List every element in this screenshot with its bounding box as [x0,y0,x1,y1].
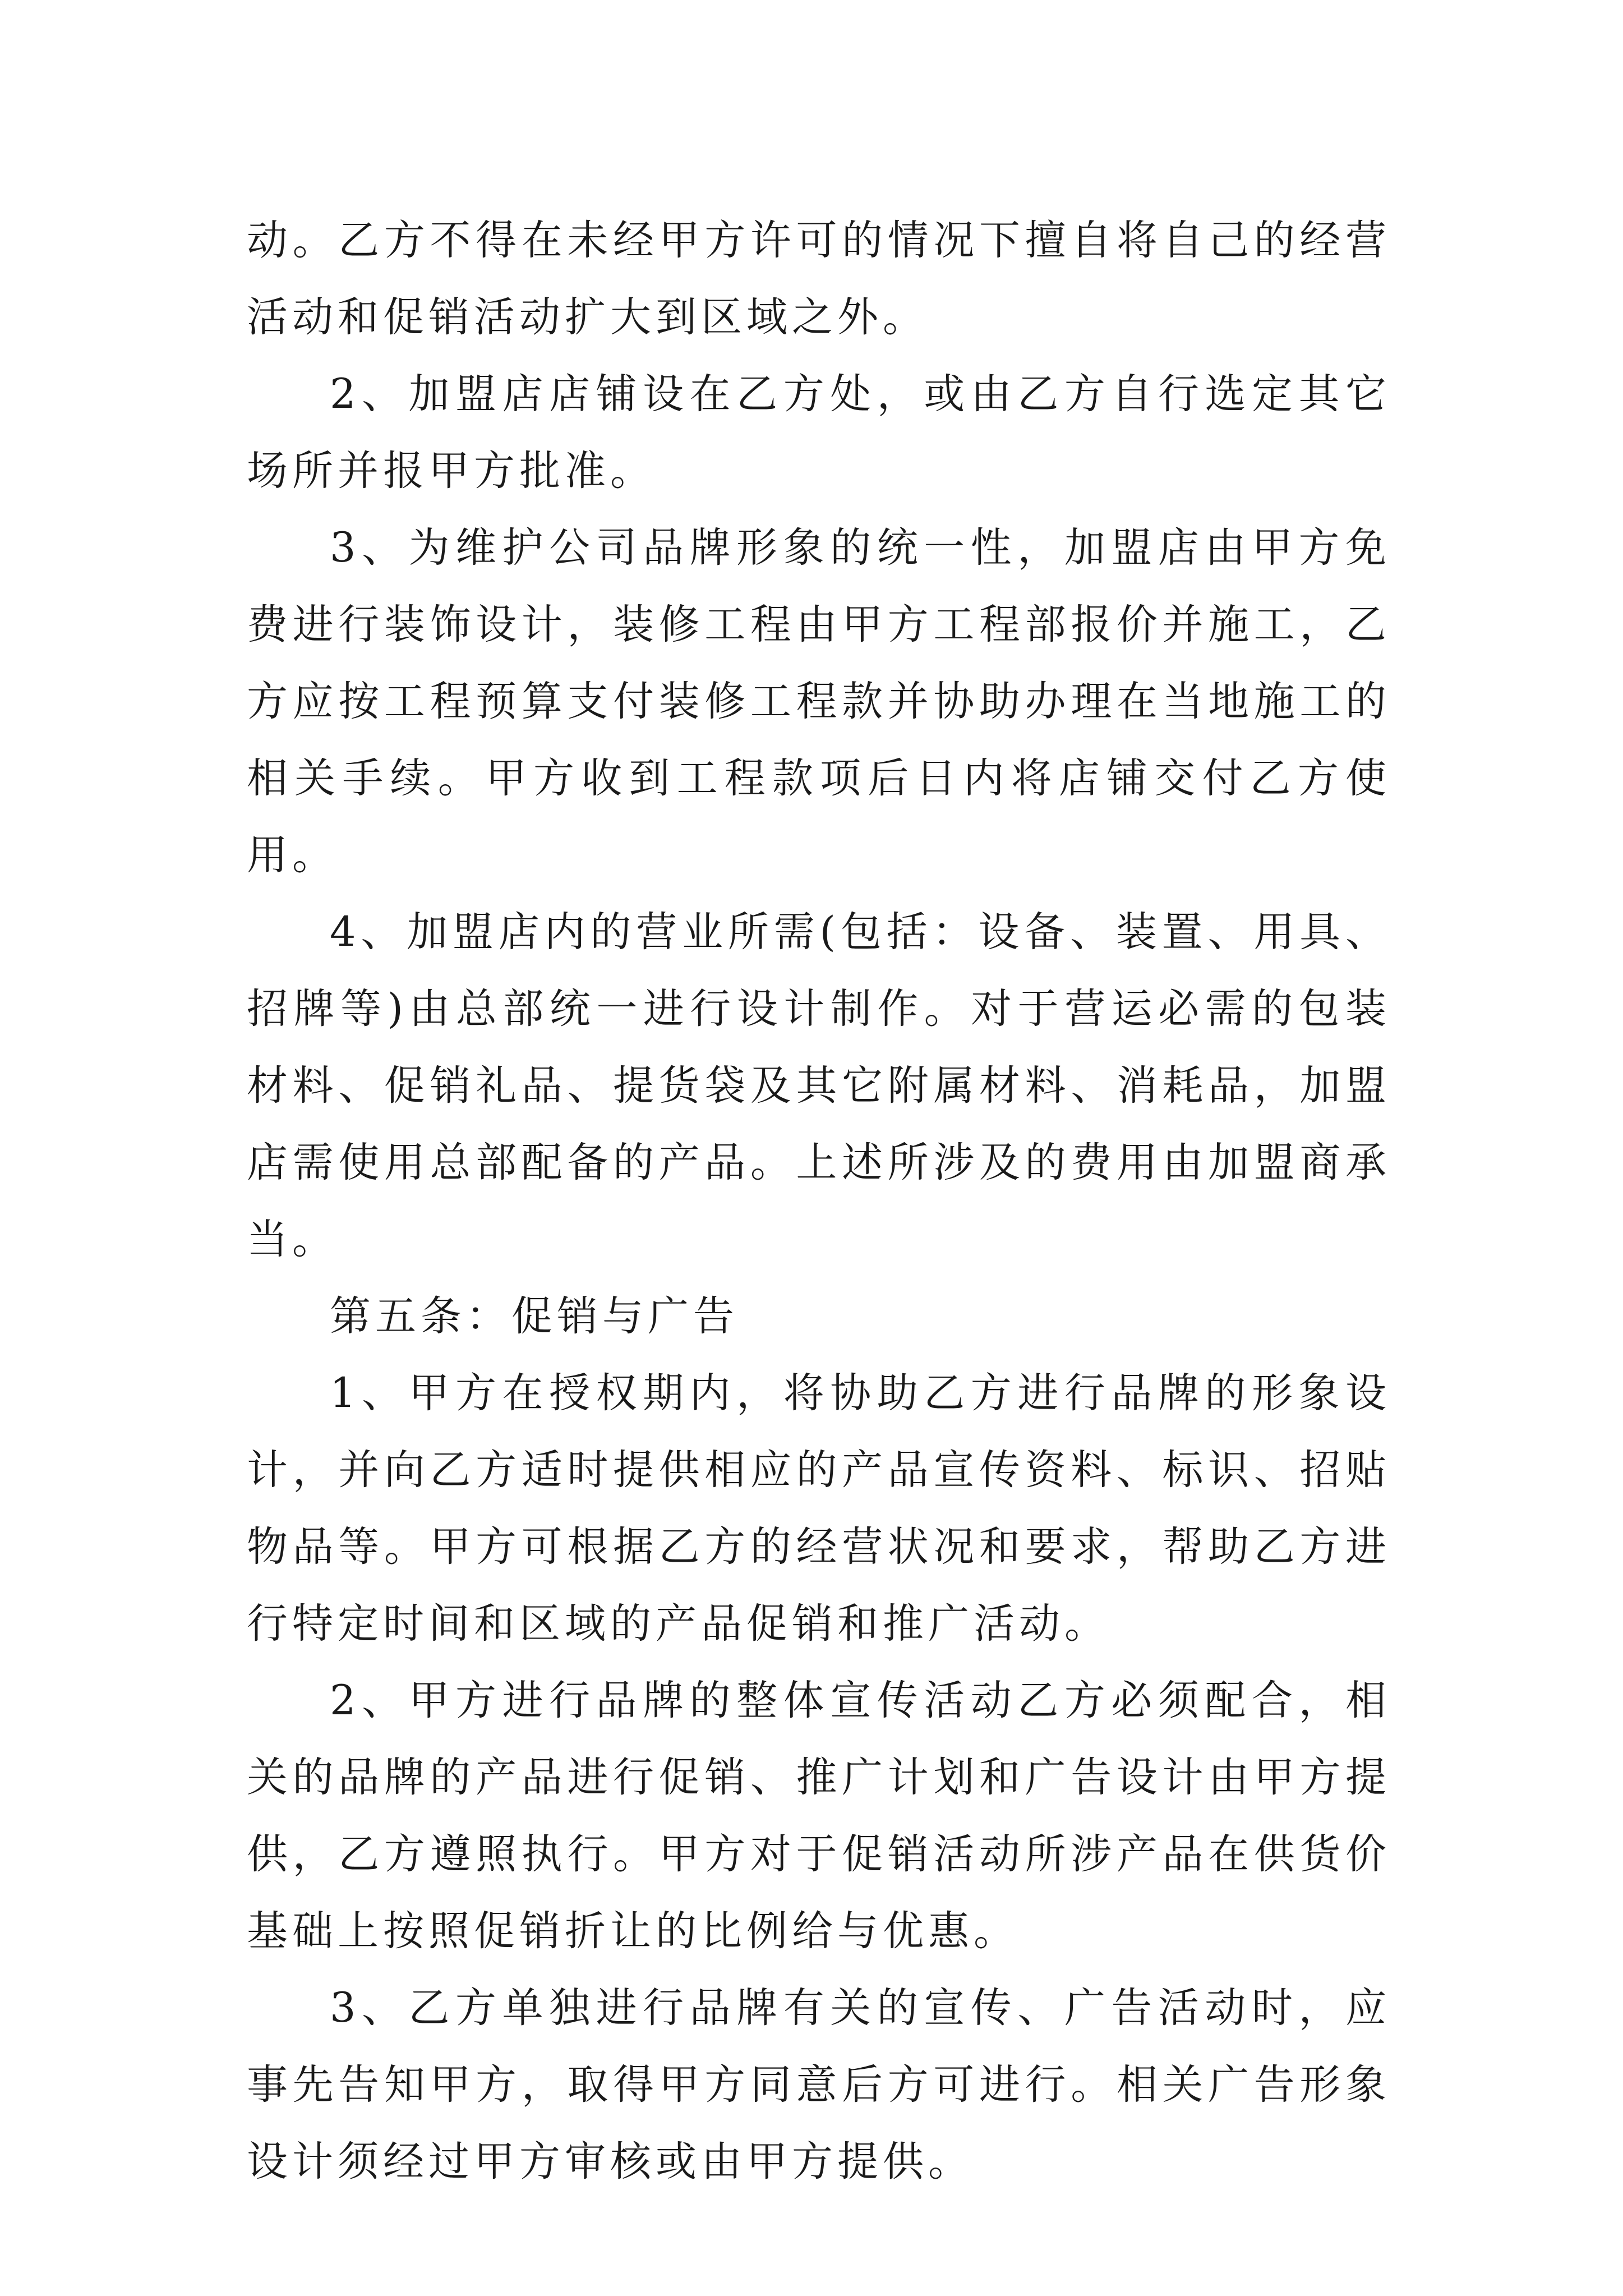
paragraph-article-5-clause-1: 1、甲方在授权期内，将协助乙方进行品牌的形象设计，并向乙方适时提供相应的产品宣传资料、标识、招贴物品等。甲方可根据乙方的经营状况和要求，帮助乙方进行特定时间和区域的产品促销和推广活动。 [247,1369,1391,1648]
paragraph-article-5-clause-2: 2、甲方进行品牌的整体宣传活动乙方必须配合，相关的品牌的产品进行促销、推广计划和广告设计由甲方提供，乙方遵照执行。甲方对于促销活动所涉产品在供货价基础上按照促销折让的比例给与优惠。 [247,1677,1391,1955]
paragraph-clause-3: 3、为维护公司品牌形象的统一性，加盟店由甲方免费进行装饰设计，装修工程由甲方工程部报价并施工，乙方应按工程预算支付装修工程款并协助办理在当地施工的相关手续。甲方收到工程款项后日内将店铺交付乙方使用。 [247,524,1391,879]
paragraph-continuation: 动。乙方不得在未经甲方许可的情况下擅自将自己的经营活动和促销活动扩大到区域之外。 [247,217,1391,341]
paragraph-clause-4: 4、加盟店内的营业所需(包括：设备、装置、用具、招牌等)由总部统一进行设计制作。对于营运必需的包装材料、促销礼品、提货袋及其它附属材料、消耗品，加盟店需使用总部配备的产品。上述所涉及的费用由加盟商承当。 [247,908,1391,1263]
paragraph-article-5-clause-3: 3、乙方单独进行品牌有关的宣传、广告活动时，应事先告知甲方，取得甲方同意后方可进行。相关广告形象设计须经过甲方审核或由甲方提供。 [247,1984,1391,2185]
document-body [247,202,1391,2200]
paragraph-clause-2: 2、加盟店店铺设在乙方处，或由乙方自行选定其它场所并报甲方批准。 [247,370,1391,495]
section-heading-article-5: 第五条：促销与广告 [330,1292,739,1340]
